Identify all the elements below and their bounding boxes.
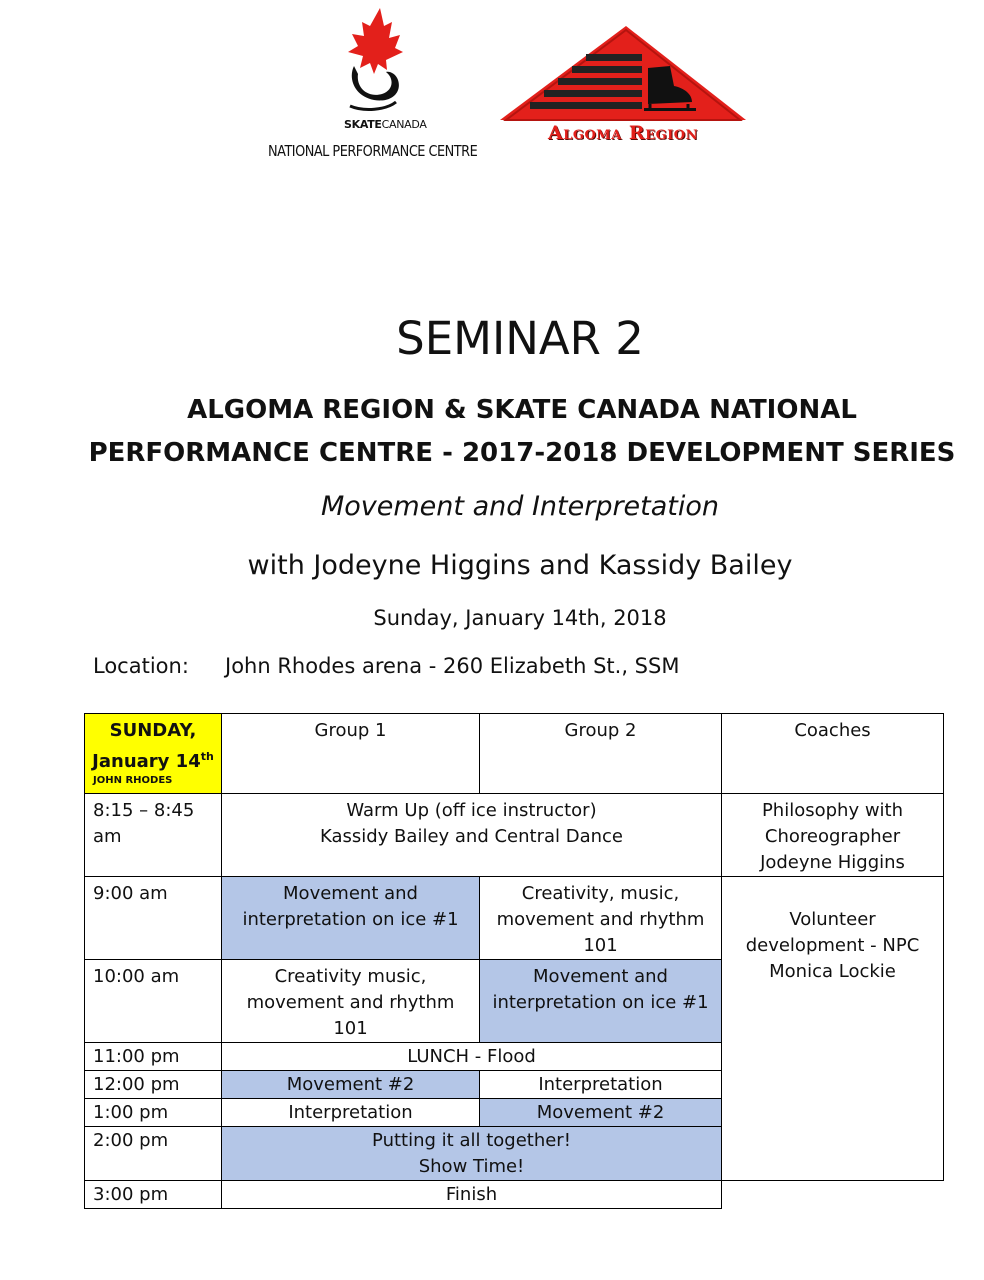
table-header-row <box>85 714 944 794</box>
group-2-cell: Movement #2 <box>480 1099 722 1127</box>
time-cell: 1:00 pm <box>85 1099 222 1127</box>
group-1-cell: Movement #2 <box>222 1071 480 1099</box>
maple-leaf-skater-icon <box>340 8 406 112</box>
algoma-region-logo <box>498 24 748 150</box>
group-2-cell: Creativity, music, movement and rhythm 101 <box>480 877 722 960</box>
header-logos <box>0 0 984 170</box>
presenters: with Jodeyne Higgins and Kassidy Bailey <box>247 550 793 581</box>
day-header-cell: SUNDAY, January 14th JOHN RHODES <box>85 714 222 794</box>
activity-cell: Warm Up (off ice instructor) Kassidy Bailey and Central Dance <box>222 794 722 877</box>
group-1-cell: Creativity music, movement and rhythm 101 <box>222 960 480 1043</box>
activity-cell: Putting it all together! Show Time! <box>222 1127 722 1181</box>
table-row <box>85 877 944 960</box>
time-cell: 8:15 – 8:45 am <box>85 794 222 877</box>
activity-cell: Finish <box>222 1181 722 1209</box>
skate-canada-logo <box>268 8 480 160</box>
group-2-header: Group 2 <box>480 714 722 794</box>
time-cell: 11:00 pm <box>85 1043 222 1071</box>
time-cell: 9:00 am <box>85 877 222 960</box>
schedule-table <box>84 713 944 1209</box>
event-date: Sunday, January 14th, 2018 <box>373 606 667 630</box>
algoma-region-wordmark: Algoma Region <box>548 122 698 144</box>
time-cell: 10:00 am <box>85 960 222 1043</box>
group-2-cell: Movement and interpretation on ice #1 <box>480 960 722 1043</box>
skate-canada-wordmark: SKATECANADA <box>344 118 427 131</box>
npc-wordmark: NATIONAL PERFORMANCE CENTRE <box>268 142 478 160</box>
series-title-line-2: PERFORMANCE CENTRE - 2017-2018 DEVELOPMENT SERIES <box>88 438 956 468</box>
series-title-line-1: ALGOMA REGION & SKATE CANADA NATIONAL <box>187 395 857 425</box>
page-title: SEMINAR 2 <box>396 312 644 365</box>
table-row <box>85 794 944 877</box>
location-label: Location: <box>93 654 189 678</box>
time-cell: 12:00 pm <box>85 1071 222 1099</box>
series-title <box>60 389 984 475</box>
coaches-header: Coaches <box>722 714 944 794</box>
location-value: John Rhodes arena - 260 Elizabeth St., SSM <box>225 654 680 678</box>
skate-triangle-icon <box>498 24 748 124</box>
table-row <box>85 1181 944 1209</box>
group-1-cell: Movement and interpretation on ice #1 <box>222 877 480 960</box>
coaches-cell: Volunteer development - NPC Monica Lockie <box>722 877 944 1181</box>
coaches-cell: Philosophy with Choreographer Jodeyne Higgins <box>722 794 944 877</box>
group-1-cell: Interpretation <box>222 1099 480 1127</box>
time-cell: 3:00 pm <box>85 1181 222 1209</box>
group-1-header: Group 1 <box>222 714 480 794</box>
time-cell: 2:00 pm <box>85 1127 222 1181</box>
group-2-cell: Interpretation <box>480 1071 722 1099</box>
seminar-theme: Movement and Interpretation <box>320 491 720 522</box>
activity-cell: LUNCH - Flood <box>222 1043 722 1071</box>
